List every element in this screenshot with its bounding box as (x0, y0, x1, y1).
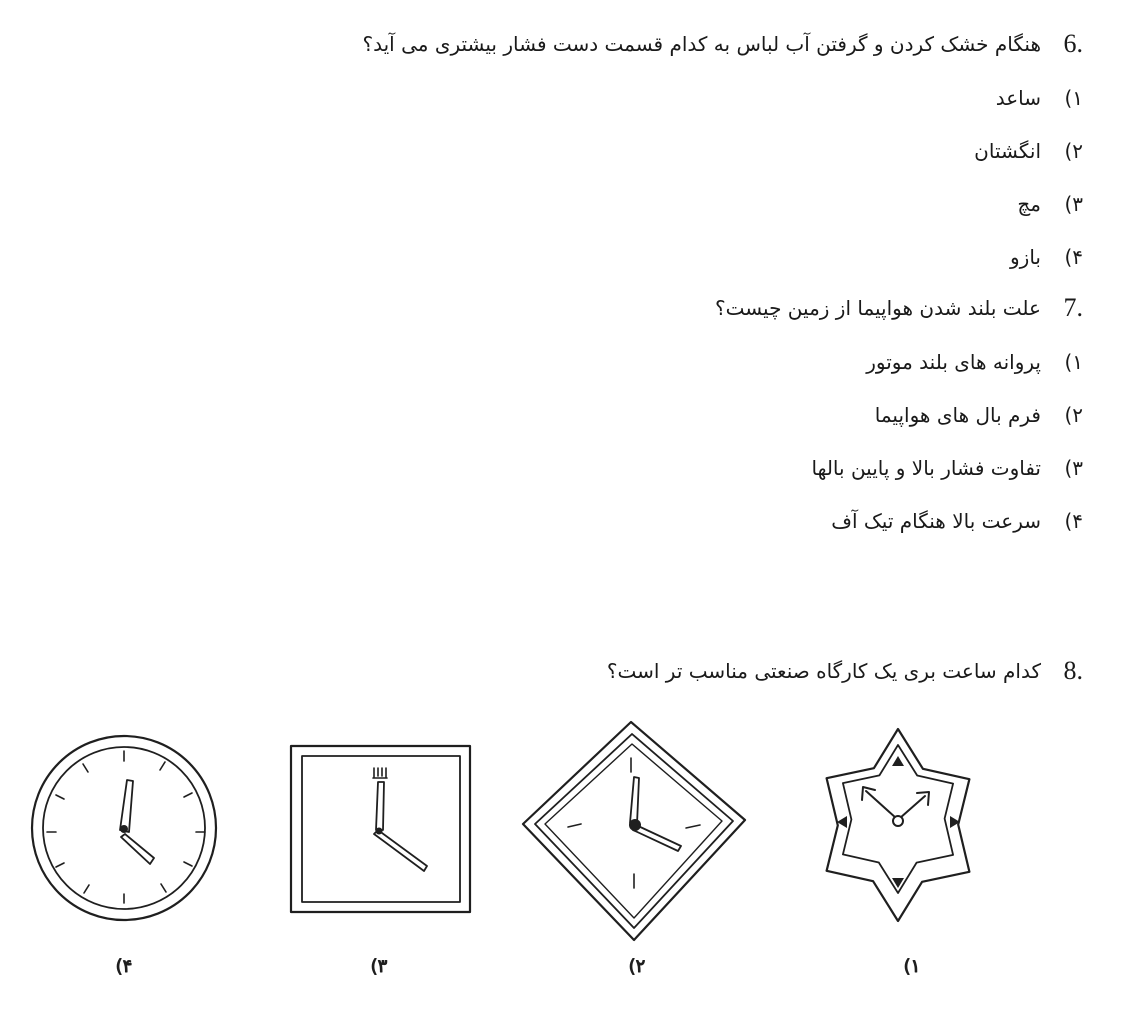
question-8 (0, 651, 1083, 691)
option-marker: ۲) (1064, 139, 1083, 163)
option-marker: ۱) (1064, 350, 1083, 374)
square-clock-icon[interactable] (291, 746, 470, 912)
option-text: تفاوت فشار بالا و پایین بالها (811, 456, 1041, 480)
option-marker: ۴) (1064, 245, 1083, 269)
diamond-clock-icon[interactable] (523, 722, 745, 940)
question-number: 8. (1063, 656, 1083, 685)
option-text: سرعت بالا هنگام تیک آف (831, 509, 1041, 533)
option-text: فرم بال های هواپیما (874, 403, 1041, 427)
clock-label-4: (۴ (115, 956, 133, 977)
clock-label-2: (۲ (628, 956, 646, 977)
q7-option-4[interactable] (0, 501, 1083, 541)
q7-option-3[interactable] (0, 448, 1083, 488)
star-clock-icon[interactable] (827, 729, 970, 921)
question-7 (0, 288, 1083, 328)
q6-option-3[interactable] (0, 184, 1083, 224)
question-6 (0, 24, 1083, 64)
round-clock-icon[interactable] (32, 736, 216, 920)
option-text: پروانه های بلند موتور (866, 350, 1041, 374)
question-number: 6. (1063, 29, 1083, 58)
option-marker: ۲) (1064, 403, 1083, 427)
q6-option-2[interactable] (0, 131, 1083, 171)
question-text: کدام ساعت بری یک کارگاه صنعتی مناسب تر است؟ (606, 659, 1041, 683)
option-marker: ۱) (1064, 86, 1083, 110)
option-text: مچ (1017, 192, 1041, 216)
clock-label-3: (۳ (370, 956, 388, 977)
clock-label-1: (۱ (903, 956, 921, 977)
question-number: 7. (1063, 293, 1083, 322)
option-text: بازو (1010, 245, 1041, 269)
question-text: علت بلند شدن هواپیما از زمین چیست؟ (714, 296, 1041, 320)
q6-option-1[interactable] (0, 78, 1083, 118)
option-marker: ۳) (1064, 192, 1083, 216)
option-text: انگشتان (974, 139, 1041, 163)
question-text: هنگام خشک کردن و گرفتن آب لباس به کدام قسمت دست فشار بیشتری می آید؟ (362, 32, 1041, 56)
option-marker: ۴) (1064, 509, 1083, 533)
clock-options (0, 700, 1123, 1000)
q7-option-2[interactable] (0, 395, 1083, 435)
q6-option-4[interactable] (0, 237, 1083, 277)
q7-option-1[interactable] (0, 342, 1083, 382)
option-text: ساعد (995, 86, 1041, 110)
option-marker: ۳) (1064, 456, 1083, 480)
